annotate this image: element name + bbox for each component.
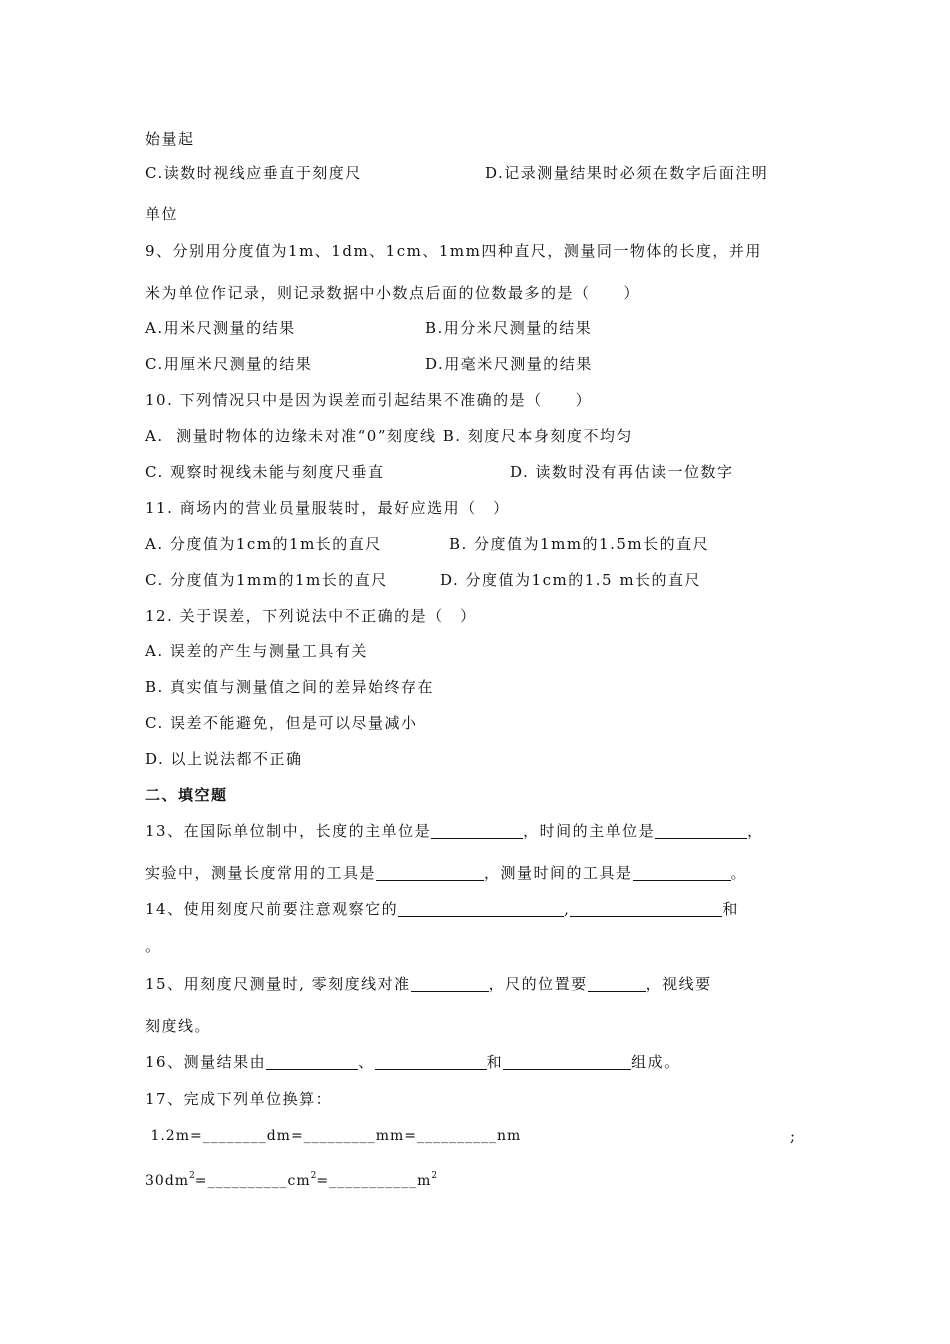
question-13 bbox=[145, 820, 764, 842]
answer-blank[interactable] bbox=[588, 975, 646, 992]
question-15-cont: 刻度线。 bbox=[145, 1017, 212, 1035]
option-d: D.记录测量结果时必须在数字后面注明 bbox=[485, 164, 769, 182]
q13-text: ，时间的主单位是 bbox=[523, 822, 656, 840]
option-d: D. 分度值为1cm的1.5 m长的直尺 bbox=[440, 571, 702, 589]
answer-blank[interactable] bbox=[655, 822, 747, 839]
q16-text: 16、测量结果由 bbox=[145, 1053, 267, 1071]
question-13-cont bbox=[145, 862, 747, 884]
q15-text: 15、用刻度尺测量时, 零刻度线对准 bbox=[145, 975, 411, 993]
conversion-1: 1.2m=________dm=_________mm=__________nm bbox=[145, 1128, 522, 1144]
exponent: 2 bbox=[431, 1171, 438, 1181]
option-b: B. 分度值为1mm的1.5m长的直尺 bbox=[449, 535, 710, 553]
q14-text: , bbox=[564, 900, 571, 918]
text-line: 始量起 bbox=[145, 130, 195, 148]
q16-text: 组成。 bbox=[631, 1053, 681, 1071]
question-16 bbox=[145, 1051, 681, 1073]
answer-blank[interactable] bbox=[503, 1053, 631, 1070]
option-b: B. 真实值与测量值之间的差异始终存在 bbox=[145, 678, 435, 696]
question-17: 17、完成下列单位换算： bbox=[145, 1090, 333, 1108]
question-9-cont: 米为单位作记录，则记录数据中小数点后面的位数最多的是（ ） bbox=[145, 284, 641, 302]
option-c: C.用厘米尺测量的结果 bbox=[145, 355, 313, 373]
option-d: D. 读数时没有再估读一位数字 bbox=[510, 463, 734, 481]
q14-text: 14、使用刻度尺前要注意观察它的 bbox=[145, 900, 399, 918]
question-10: 10. 下列情况只中是因为误差而引起结果不准确的是（ ） bbox=[145, 391, 593, 409]
option-b: B.用分米尺测量的结果 bbox=[425, 319, 593, 337]
question-14 bbox=[145, 898, 739, 920]
q13-text: 实验中，测量长度常用的工具是 bbox=[145, 864, 377, 882]
option-d: D. 以上说法都不正确 bbox=[145, 750, 303, 768]
q15-text: ，尺的位置要 bbox=[488, 975, 588, 993]
q13-text: ，测量时间的工具是 bbox=[484, 864, 633, 882]
q16-text: 、 bbox=[358, 1053, 375, 1071]
answer-blank[interactable] bbox=[411, 975, 489, 992]
option-a: A. 分度值为1cm的1m长的直尺 bbox=[145, 535, 382, 553]
option-a-b: A. 测量时物体的边缘未对准“0”刻度线 B. 刻度尺本身刻度不均匀 bbox=[145, 427, 633, 445]
semicolon: ; bbox=[790, 1127, 797, 1145]
option-c: C. 分度值为1mm的1m长的直尺 bbox=[145, 571, 388, 589]
answer-blank[interactable] bbox=[398, 900, 564, 917]
question-12: 12. 关于误差，下列说法中不正确的是（ ） bbox=[145, 607, 477, 625]
option-a: A. 误差的产生与测量工具有关 bbox=[145, 642, 368, 660]
text-line: 单位 bbox=[145, 205, 179, 223]
section-heading: 二、填空题 bbox=[145, 786, 228, 804]
answer-blank[interactable] bbox=[633, 864, 731, 881]
answer-blank[interactable] bbox=[570, 900, 722, 917]
option-a: A.用米尺测量的结果 bbox=[145, 319, 296, 337]
conv-text: 30dm bbox=[145, 1173, 190, 1189]
answer-blank[interactable] bbox=[375, 1053, 487, 1070]
q13-text: ， bbox=[747, 822, 764, 840]
question-11: 11. 商场内的营业员量服装时，最好应选用（ ） bbox=[145, 499, 510, 517]
q14-text: 和 bbox=[722, 900, 739, 918]
question-15 bbox=[145, 973, 712, 995]
option-c: C. 误差不能避免，但是可以尽量减小 bbox=[145, 714, 418, 732]
answer-blank[interactable] bbox=[431, 822, 523, 839]
conv-text: =___________m bbox=[316, 1173, 432, 1189]
q15-text: ，视线要 bbox=[645, 975, 712, 993]
answer-blank[interactable] bbox=[266, 1053, 358, 1070]
option-d: D.用毫米尺测量的结果 bbox=[425, 355, 593, 373]
q13-text: 。 bbox=[730, 864, 748, 882]
question-9: 9、分别用分度值为1m、1dm、1cm、1mm四种直尺，测量同一物体的长度，并用 bbox=[145, 242, 762, 260]
conv-text: =__________cm bbox=[194, 1173, 311, 1189]
option-c: C. 观察时视线未能与刻度尺垂直 bbox=[145, 463, 385, 481]
question-14-cont: 。 bbox=[145, 937, 162, 955]
conversion-2 bbox=[145, 1165, 437, 1192]
answer-blank[interactable] bbox=[376, 864, 484, 881]
exponent: 2 bbox=[189, 1171, 195, 1181]
q13-text: 13、在国际单位制中，长度的主单位是 bbox=[145, 822, 432, 840]
option-c: C.读数时视线应垂直于刻度尺 bbox=[145, 164, 362, 182]
exponent: 2 bbox=[310, 1171, 317, 1181]
q16-text: 和 bbox=[486, 1053, 504, 1071]
